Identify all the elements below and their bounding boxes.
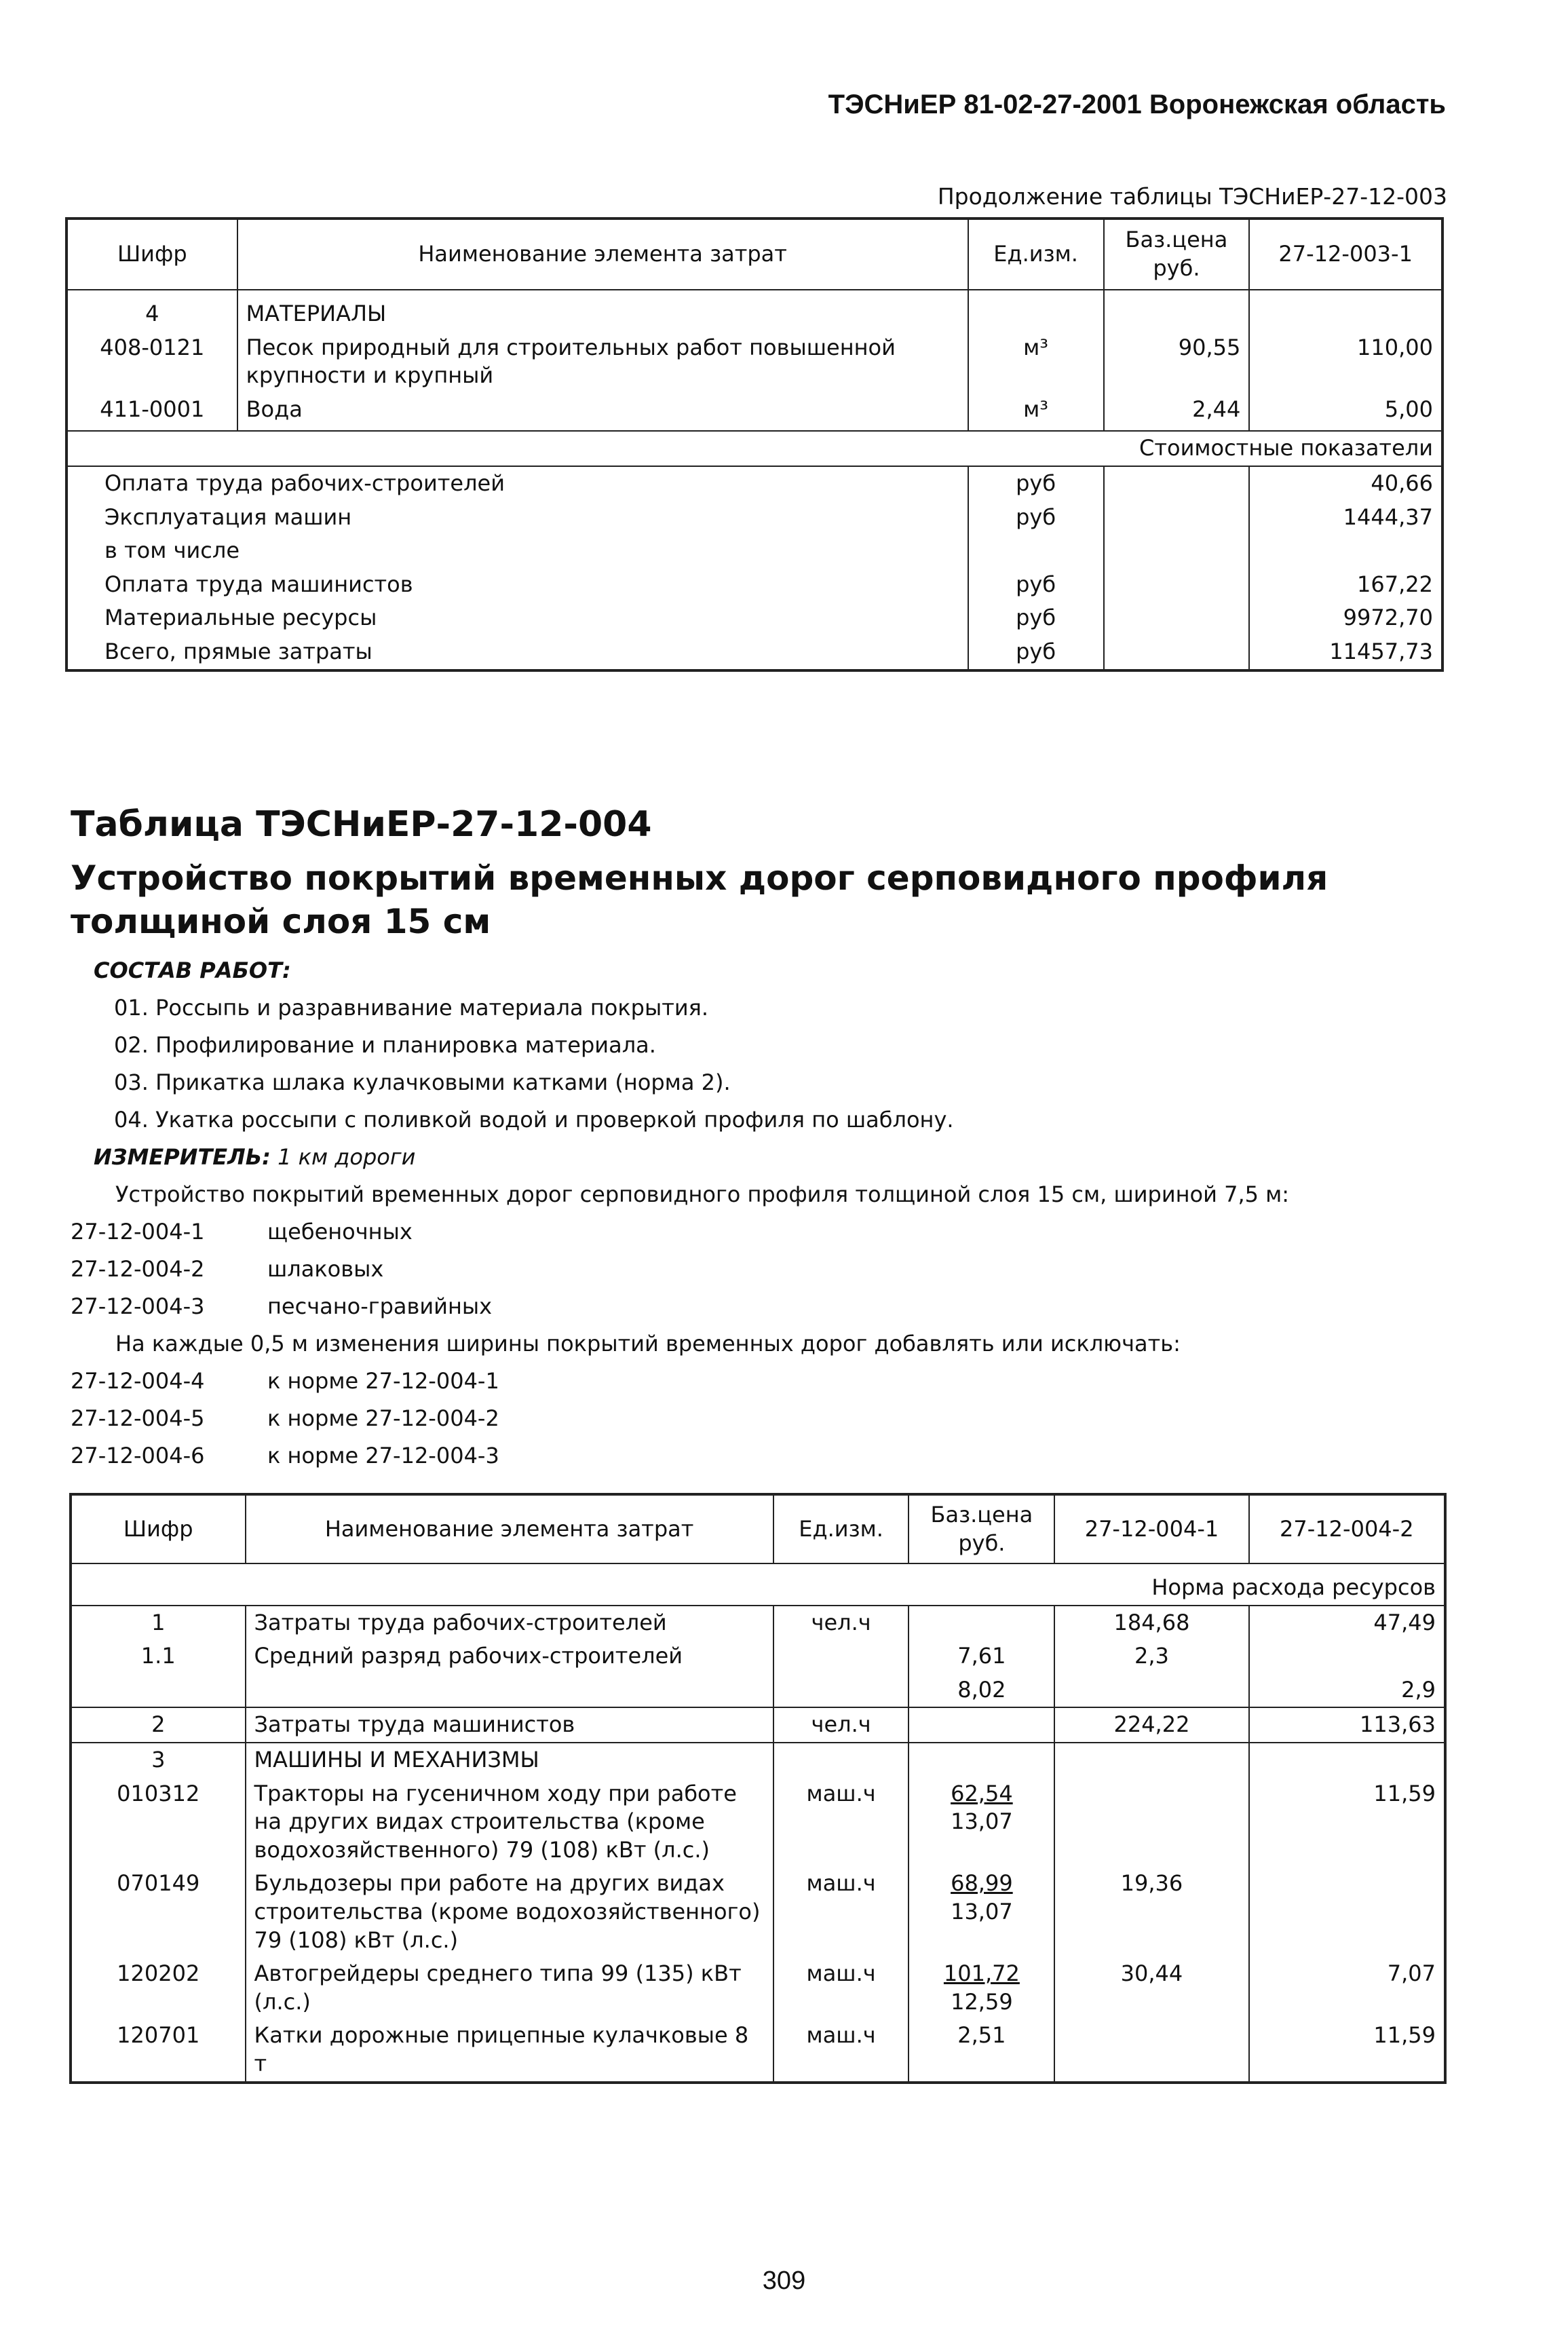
code-line <box>71 1288 1289 1325</box>
header-name: Наименование элемента затрат <box>246 1494 773 1563</box>
row-value-1 <box>1054 1777 1248 1867</box>
row-value-1 <box>1054 1743 1248 1777</box>
summary-row <box>66 466 1442 501</box>
code-value: 27-12-004-6 <box>71 1443 205 1468</box>
header-norm-1: 27-12-004-1 <box>1054 1494 1248 1563</box>
summary-price <box>1104 501 1250 535</box>
row-unit: маш.ч <box>773 1777 909 1867</box>
row-name: Песок природный для строительных работ повышенной крупности и крупный <box>237 331 968 393</box>
row-name <box>246 1673 773 1708</box>
summary-value: 11457,73 <box>1249 635 1442 670</box>
resource-table-27-12-004 <box>69 1493 1447 2084</box>
row-value: 110,00 <box>1249 331 1442 393</box>
code-value: 27-12-004-5 <box>71 1405 205 1431</box>
row-price-main: 8,02 <box>957 1676 1006 1703</box>
summary-unit: руб <box>968 568 1104 602</box>
row-price <box>909 1673 1054 1708</box>
row-code: 2 <box>71 1707 246 1743</box>
code-text: к норме 27-12-004-1 <box>267 1368 499 1394</box>
code-text: шлаковых <box>267 1256 384 1282</box>
row-code: 120701 <box>117 2022 200 2049</box>
row-price <box>1104 290 1250 331</box>
summary-value <box>1249 534 1442 568</box>
row-price: 90,55 <box>1104 331 1250 393</box>
section-row <box>71 1563 1445 1606</box>
header-name: Наименование элемента затрат <box>237 219 968 290</box>
header-code: Шифр <box>66 219 237 290</box>
row-price-secondary: 13,07 <box>951 1898 1013 1924</box>
table-header-row <box>71 1494 1445 1563</box>
row-name: Бульдозеры при работе на других видах строительства (кроме водохозяйственного) 79 (108) кВт (л.с.) <box>246 1867 773 1957</box>
code-value: 27-12-004-1 <box>71 1219 205 1245</box>
row-name: Катки дорожные прицепные кулачковые 8 т <box>246 2019 773 2082</box>
row-unit: маш.ч <box>773 1957 909 2019</box>
summary-row <box>66 501 1442 535</box>
row-code: 1 <box>71 1606 246 1640</box>
resource-table-27-12-003 <box>65 217 1444 672</box>
page-number: 309 <box>762 2266 806 2295</box>
summary-row <box>66 568 1442 602</box>
code-value: 27-12-004-3 <box>71 1293 205 1319</box>
work-item: 04. Укатка россыпи с поливкой водой и проверкой профиля по шаблону. <box>114 1107 954 1133</box>
row-name: МАТЕРИАЛЫ <box>237 290 968 331</box>
header-norm-2: 27-12-004-2 <box>1249 1494 1445 1563</box>
meter-label: ИЗМЕРИТЕЛЬ: <box>94 1144 271 1170</box>
code-value: 27-12-004-2 <box>71 1256 205 1282</box>
row-value-2: 11,59 <box>1249 1777 1445 1867</box>
table-title: Таблица ТЭСНиЕР-27-12-004 <box>71 804 652 845</box>
row-value: 5,00 <box>1249 393 1442 432</box>
code-line <box>71 1213 1289 1251</box>
row-value-2 <box>1249 1639 1445 1673</box>
row-code: 120202 <box>117 1960 200 1987</box>
table-row <box>71 1707 1445 1743</box>
code-text: к норме 27-12-004-3 <box>267 1443 499 1468</box>
row-code: 010312 <box>117 1780 200 1806</box>
row-value-1: 30,44 <box>1054 1957 1248 2019</box>
table-row <box>66 331 1442 393</box>
row-unit: м³ <box>968 331 1104 393</box>
meter-value: 1 км дороги <box>278 1144 416 1170</box>
row-price <box>909 1639 1054 1673</box>
section-label: Стоимостные показатели <box>66 431 1442 466</box>
table-row <box>71 1606 1445 1640</box>
code-list <box>71 1176 1289 1475</box>
table-header-row <box>66 219 1442 290</box>
summary-price <box>1104 466 1250 501</box>
row-value-1 <box>1054 1673 1248 1708</box>
work-item: 03. Прикатка шлака кулачковыми катками (норма 2). <box>114 1069 731 1095</box>
row-unit: чел.ч <box>773 1707 909 1743</box>
row-unit: маш.ч <box>773 2019 909 2082</box>
section-row <box>66 431 1442 466</box>
summary-name: в том числе <box>104 537 240 564</box>
row-price-main: 62,54 <box>951 1780 1013 1806</box>
row-code: 1.1 <box>140 1643 176 1669</box>
row-code: 4 <box>145 301 159 326</box>
row-price <box>909 1957 1054 2019</box>
row-price <box>909 1743 1054 1777</box>
row-value-2: 11,59 <box>1249 2019 1445 2082</box>
row-price-main: 7,61 <box>957 1643 1006 1669</box>
header-price: Баз.цена руб. <box>1104 219 1250 290</box>
row-unit <box>968 290 1104 331</box>
row-code: 070149 <box>117 1870 200 1897</box>
summary-name: Эксплуатация машин <box>104 504 352 530</box>
row-value-2 <box>1249 1743 1445 1777</box>
row-price-secondary: 13,07 <box>951 1808 1013 1835</box>
summary-row <box>66 635 1442 670</box>
row-unit: чел.ч <box>773 1606 909 1640</box>
summary-unit: руб <box>968 635 1104 670</box>
summary-unit: руб <box>968 601 1104 635</box>
table-subtitle: Устройство покрытий временных дорог серповидного профиля толщиной слоя 15 см <box>71 858 1328 941</box>
row-name: Вода <box>237 393 968 432</box>
summary-row <box>66 601 1442 635</box>
header-unit: Ед.изм. <box>773 1494 909 1563</box>
summary-name: Оплата труда рабочих-строителей <box>104 470 505 496</box>
row-price <box>909 1777 1054 1867</box>
table-row <box>71 1743 1445 1777</box>
summary-value: 9972,70 <box>1249 601 1442 635</box>
row-value-1: 2,3 <box>1054 1639 1248 1673</box>
summary-name: Всего, прямые затраты <box>104 638 372 664</box>
row-name: Автогрейдеры среднего типа 99 (135) кВт (л.с.) <box>246 1957 773 2019</box>
work-composition <box>94 952 954 1176</box>
row-value-2 <box>1249 1867 1445 1957</box>
code-text: песчано-гравийных <box>267 1293 493 1319</box>
code-text: щебеночных <box>267 1219 413 1245</box>
summary-unit <box>968 534 1104 568</box>
row-price <box>909 2019 1054 2082</box>
row-code: 3 <box>71 1743 246 1777</box>
table-row <box>66 393 1442 432</box>
summary-unit: руб <box>968 466 1104 501</box>
table-row <box>71 1957 1445 2019</box>
table-row <box>66 290 1442 331</box>
table-row <box>71 1777 1445 1867</box>
row-price-main: 101,72 <box>943 1960 1020 1987</box>
row-name: Затраты труда рабочих-строителей <box>246 1606 773 1640</box>
row-value-1: 19,36 <box>1054 1867 1248 1957</box>
code-line <box>71 1400 1289 1437</box>
header-code: Шифр <box>71 1494 246 1563</box>
row-price: 2,44 <box>1104 393 1250 432</box>
row-value-1: 184,68 <box>1054 1606 1248 1640</box>
summary-unit: руб <box>968 501 1104 535</box>
row-price-secondary: 12,59 <box>951 1988 1013 2015</box>
row-value-1: 224,22 <box>1054 1707 1248 1743</box>
description-1: Устройство покрытий временных дорог серповидного профиля толщиной слоя 15 см, шириной 7,5 м: <box>115 1181 1290 1207</box>
row-price <box>909 1707 1054 1743</box>
summary-price <box>1104 534 1250 568</box>
code-text: к норме 27-12-004-2 <box>267 1405 499 1431</box>
row-unit <box>773 1673 909 1708</box>
table-row <box>71 1639 1445 1673</box>
summary-value: 40,66 <box>1249 466 1442 501</box>
work-item: 02. Профилирование и планировка материала. <box>114 1032 656 1058</box>
code-line <box>71 1363 1289 1400</box>
work-item: 01. Россыпь и разравнивание материала покрытия. <box>114 995 709 1021</box>
row-name: МАШИНЫ И МЕХАНИЗМЫ <box>246 1743 773 1777</box>
row-value-2: 47,49 <box>1249 1606 1445 1640</box>
summary-price <box>1104 635 1250 670</box>
row-unit <box>773 1639 909 1673</box>
row-unit <box>773 1743 909 1777</box>
row-code: 411-0001 <box>100 396 205 422</box>
row-value <box>1249 290 1442 331</box>
header-unit: Ед.изм. <box>968 219 1104 290</box>
row-value-2: 113,63 <box>1249 1707 1445 1743</box>
row-code: 408-0121 <box>100 334 205 360</box>
summary-name: Оплата труда машинистов <box>104 571 413 597</box>
row-value-2: 2,9 <box>1249 1673 1445 1708</box>
page-header: ТЭСНиЕР 81-02-27-2001 Воронежская область <box>828 90 1446 119</box>
header-price: Баз.цена руб. <box>909 1494 1054 1563</box>
table-row <box>71 2019 1445 2082</box>
code-line <box>71 1251 1289 1288</box>
summary-price <box>1104 568 1250 602</box>
work-label: СОСТАВ РАБОТ: <box>94 957 291 983</box>
table-row <box>71 1673 1445 1708</box>
description-2: На каждые 0,5 м изменения ширины покрытий временных дорог добавлять или исключать: <box>115 1331 1181 1357</box>
row-name: Тракторы на гусеничном ходу при работе на других видах строительства (кроме водохозяйственного) 79 (108) кВт (л.с.) <box>246 1777 773 1867</box>
meter-line <box>94 1139 954 1176</box>
table-row <box>71 1867 1445 1957</box>
row-name: Средний разряд рабочих-строителей <box>246 1639 773 1673</box>
row-value-1 <box>1054 2019 1248 2082</box>
code-line <box>71 1437 1289 1475</box>
table-continuation-label: Продолжение таблицы ТЭСНиЕР-27-12-003 <box>937 183 1447 210</box>
row-value-2: 7,07 <box>1249 1957 1445 2019</box>
row-price-main: 2,51 <box>957 2022 1006 2049</box>
row-unit: м³ <box>968 393 1104 432</box>
summary-price <box>1104 601 1250 635</box>
row-price <box>909 1867 1054 1957</box>
summary-value: 167,22 <box>1249 568 1442 602</box>
row-name: Затраты труда машинистов <box>246 1707 773 1743</box>
summary-value: 1444,37 <box>1249 501 1442 535</box>
row-unit: маш.ч <box>773 1867 909 1957</box>
row-price-main: 68,99 <box>951 1870 1013 1897</box>
code-value: 27-12-004-4 <box>71 1368 205 1394</box>
section-label: Норма расхода ресурсов <box>71 1563 1445 1606</box>
row-code <box>71 1673 246 1708</box>
row-price <box>909 1606 1054 1640</box>
summary-name: Материальные ресурсы <box>104 605 377 631</box>
header-norm: 27-12-003-1 <box>1249 219 1442 290</box>
summary-row <box>66 534 1442 568</box>
